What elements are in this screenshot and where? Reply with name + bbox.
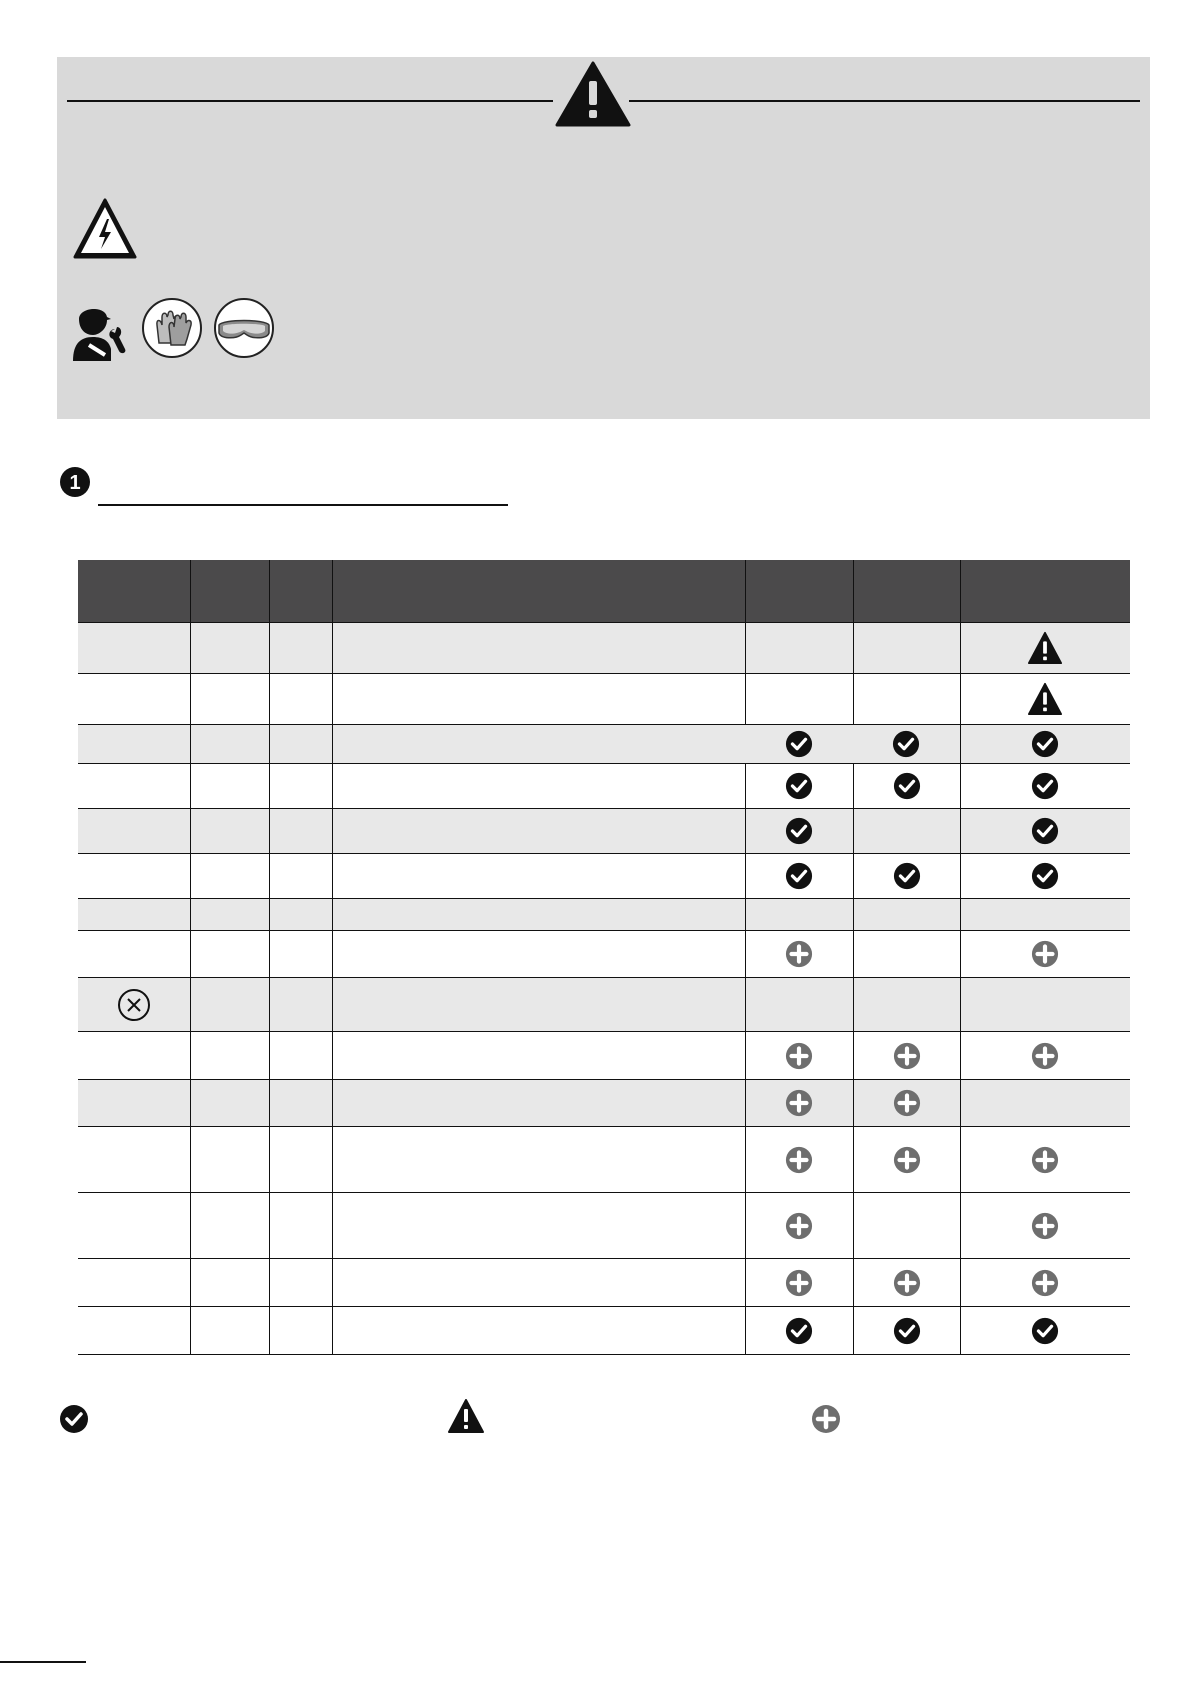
header-cell (853, 560, 960, 623)
plus-circle-icon (1031, 945, 1059, 962)
table-cell (853, 899, 960, 931)
table-cell (190, 854, 269, 899)
table-row (78, 1127, 1130, 1193)
table-row (78, 623, 1130, 674)
table-cell (332, 1259, 745, 1307)
warning-triangle-icon (1027, 639, 1063, 656)
table-cell (190, 1193, 269, 1259)
table-cell (745, 1259, 853, 1307)
table-cell (190, 1080, 269, 1127)
plus-circle-icon (893, 1047, 921, 1064)
table-cell (269, 1307, 332, 1355)
header-cell (269, 560, 332, 623)
check-circle-icon (785, 735, 813, 752)
table-row (78, 854, 1130, 899)
table-cell (332, 1193, 745, 1259)
check-circle-icon (1031, 1322, 1059, 1339)
check-circle-icon (785, 867, 813, 884)
table-row (78, 931, 1130, 978)
table-header-row (78, 560, 1130, 623)
table-cell (745, 931, 853, 978)
technician-icon (71, 299, 133, 361)
table-cell (332, 1080, 745, 1127)
check-circle-icon (1031, 777, 1059, 794)
header-cell (190, 560, 269, 623)
compatibility-table (78, 560, 1130, 1355)
plus-circle-icon (785, 1047, 813, 1064)
table-cell (78, 854, 190, 899)
safety-warning-panel (57, 57, 1150, 419)
gloves-icon (141, 297, 203, 359)
table-cell (332, 899, 745, 931)
table-cell (853, 1127, 960, 1193)
table-cell (745, 854, 853, 899)
check-circle-icon (892, 735, 920, 752)
check-circle-icon (785, 822, 813, 839)
table-cell (745, 1080, 853, 1127)
table-cell (960, 1127, 1130, 1193)
check-circle-icon (785, 1322, 813, 1339)
check-circle-icon (785, 777, 813, 794)
table-cell (78, 674, 190, 725)
table-cell (960, 623, 1130, 674)
table-cell (960, 1259, 1130, 1307)
table-cell (78, 1259, 190, 1307)
table-row (78, 899, 1130, 931)
table-cell (853, 1307, 960, 1355)
table-cell (745, 978, 853, 1032)
table-cell (269, 978, 332, 1032)
electrical-hazard-icon (73, 197, 137, 261)
table-cell (332, 809, 745, 854)
table-cell (960, 854, 1130, 899)
table-cell (745, 674, 853, 725)
table-cell (269, 1127, 332, 1193)
table-row (78, 1080, 1130, 1127)
table-cell (960, 1307, 1130, 1355)
legend-warning (447, 1398, 485, 1434)
table-row (78, 1307, 1130, 1355)
plus-circle-icon (893, 1094, 921, 1111)
check-circle-icon (893, 777, 921, 794)
table-cell (853, 1080, 960, 1127)
table-row (78, 725, 1130, 764)
table-cell (269, 899, 332, 931)
table-row (78, 674, 1130, 725)
header-cell (745, 560, 853, 623)
legend-check (59, 1404, 89, 1434)
panel-rule-left (67, 100, 553, 102)
table-cell (853, 1193, 960, 1259)
table-cell (190, 899, 269, 931)
cancel-circle-icon (116, 996, 152, 1013)
plus-circle-icon (1031, 1047, 1059, 1064)
table-cell (332, 854, 745, 899)
legend-plus (811, 1404, 841, 1434)
plus-circle-icon (785, 1094, 813, 1111)
table-cell (190, 1259, 269, 1307)
table-row (78, 1032, 1130, 1080)
table-cell (853, 1032, 960, 1080)
table-cell (78, 623, 190, 674)
table-cell (190, 1127, 269, 1193)
table-cell (745, 809, 853, 854)
check-circle-icon (893, 1322, 921, 1339)
table-cell (853, 1259, 960, 1307)
table-cell (190, 978, 269, 1032)
table-cell (745, 1193, 853, 1259)
table-cell (269, 809, 332, 854)
safety-goggles-icon (213, 297, 275, 359)
table-cell (853, 854, 960, 899)
section-number-badge (59, 466, 91, 498)
table-cell (269, 931, 332, 978)
svg-text:1: 1 (69, 472, 81, 494)
table-row (78, 1259, 1130, 1307)
table-cell (78, 899, 190, 931)
table-row (78, 1193, 1130, 1259)
table-cell (332, 1307, 745, 1355)
table-cell (269, 764, 332, 809)
table-cell (853, 978, 960, 1032)
plus-circle-icon (893, 1274, 921, 1291)
plus-circle-icon (893, 1151, 921, 1168)
table-cell (332, 1032, 745, 1080)
table-cell (190, 1307, 269, 1355)
table-cell (269, 1193, 332, 1259)
warning-triangle-icon (555, 61, 631, 127)
table-cell (190, 674, 269, 725)
table-row (78, 978, 1130, 1032)
check-circle-icon (893, 867, 921, 884)
header-cell (78, 560, 190, 623)
table-cell (853, 764, 960, 809)
table-cell (745, 1032, 853, 1080)
table-cell (190, 623, 269, 674)
table-cell (190, 764, 269, 809)
table-cell (960, 978, 1130, 1032)
warning-triangle-icon (1027, 690, 1063, 707)
warning-triangle-icon (447, 1398, 485, 1434)
footer-rule (0, 1661, 86, 1663)
table-cell (269, 623, 332, 674)
table-cell (960, 931, 1130, 978)
table-cell (332, 674, 745, 725)
table-cell (960, 1080, 1130, 1127)
table-cell (960, 1032, 1130, 1080)
table-cell (960, 725, 1130, 764)
table-cell (269, 674, 332, 725)
table-cell (853, 931, 960, 978)
table-cell (745, 623, 853, 674)
table-cell (269, 1259, 332, 1307)
table-cell (78, 931, 190, 978)
table-cell (332, 931, 745, 978)
table-cell (853, 725, 960, 764)
plus-circle-icon (1031, 1151, 1059, 1168)
table-cell (332, 978, 745, 1032)
check-circle-icon (1031, 822, 1059, 839)
panel-rule-right (629, 100, 1140, 102)
table-cell (960, 764, 1130, 809)
table-cell (269, 1032, 332, 1080)
table-cell (960, 809, 1130, 854)
table-row (78, 764, 1130, 809)
plus-circle-icon (785, 1217, 813, 1234)
table-cell (332, 1127, 745, 1193)
table-cell (853, 623, 960, 674)
plus-circle-icon (1031, 1217, 1059, 1234)
table-cell (78, 1307, 190, 1355)
table-cell (960, 674, 1130, 725)
section-title-underline (98, 504, 508, 506)
plus-circle-icon (1031, 1274, 1059, 1291)
header-cell (332, 560, 745, 623)
table-cell (190, 809, 269, 854)
table-cell (745, 899, 853, 931)
table-cell (190, 931, 269, 978)
table-cell (269, 1080, 332, 1127)
table-cell (745, 1127, 853, 1193)
table-cell (332, 725, 745, 764)
table-cell (960, 899, 1130, 931)
header-cell (960, 560, 1130, 623)
table-cell (78, 809, 190, 854)
table-cell (745, 764, 853, 809)
table-cell (745, 1307, 853, 1355)
check-circle-icon (59, 1404, 89, 1434)
plus-circle-icon (785, 1274, 813, 1291)
table-cell (960, 1193, 1130, 1259)
table-cell (78, 764, 190, 809)
plus-circle-icon (785, 945, 813, 962)
table-cell (78, 1032, 190, 1080)
table-cell (78, 725, 190, 764)
table-cell (78, 978, 190, 1032)
table-cell (78, 1193, 190, 1259)
table-cell (269, 725, 332, 764)
check-circle-icon (1031, 735, 1059, 752)
table-cell (853, 809, 960, 854)
table-row (78, 809, 1130, 854)
table-cell (332, 764, 745, 809)
plus-circle-icon (785, 1151, 813, 1168)
table-cell (78, 1080, 190, 1127)
table-cell (78, 1127, 190, 1193)
table-cell (745, 725, 853, 764)
table-cell (190, 1032, 269, 1080)
table-cell (853, 674, 960, 725)
ppe-icons (71, 297, 331, 363)
table-cell (332, 623, 745, 674)
table-cell (190, 725, 269, 764)
table-cell (269, 854, 332, 899)
plus-circle-icon (811, 1404, 841, 1434)
check-circle-icon (1031, 867, 1059, 884)
